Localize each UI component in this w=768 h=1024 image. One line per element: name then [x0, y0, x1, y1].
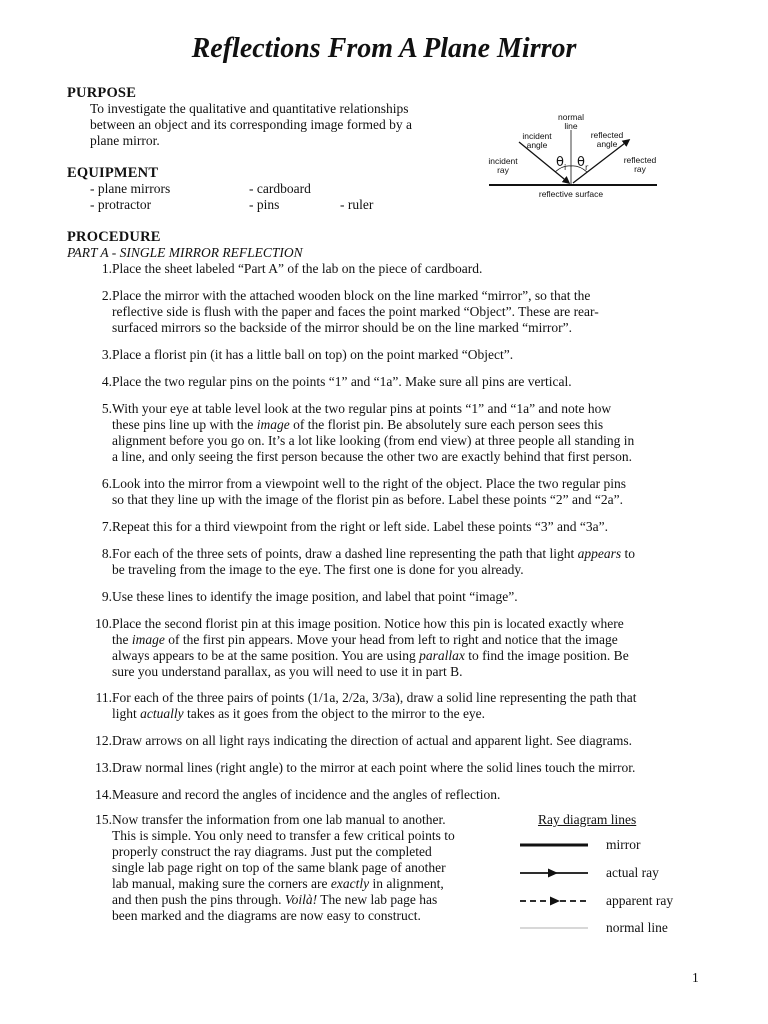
equipment-heading: EQUIPMENT — [67, 165, 159, 181]
step-line: a line, and only seeing the first person because the other two are exactly behind that first person. — [112, 449, 632, 464]
page-number: 1 — [692, 970, 699, 985]
step-line: sure you understand parallax, as you will need to use it in part B. — [112, 664, 463, 679]
step-line: and then push the pins through. Voilà! The new lab page has — [112, 892, 438, 907]
step-line: been marked and the diagrams are now easy to construct. — [112, 908, 421, 923]
ray-diagram-legend-title: Ray diagram lines — [538, 812, 637, 827]
step-number: 3. — [101, 347, 112, 362]
equipment-item: - cardboard — [249, 181, 311, 196]
step-line: Measure and record the angles of incidence and the angles of reflection. — [112, 787, 501, 802]
step-number: 4. — [101, 374, 112, 389]
purpose-line: To investigate the qualitative and quantitative relationships — [90, 101, 409, 116]
purpose-line: plane mirror. — [90, 133, 160, 148]
step-line: Place the mirror with the attached wooden block on the line marked “mirror”, so that the — [112, 288, 591, 303]
theta-i-symbol — [556, 155, 566, 172]
step-number: 13. — [95, 760, 112, 775]
equipment-item: - plane mirrors — [90, 181, 171, 196]
ray-legend-normal — [518, 924, 590, 932]
ray-legend-mirror — [518, 840, 590, 850]
step-line: Place the sheet labeled “Part A” of the lab on the piece of cardboard. — [112, 261, 483, 276]
step-line: Now transfer the information from one lab manual to another. — [112, 812, 446, 827]
step-line: alignment before you go on. It’s a lot like looking (from end view) at three people all standing in — [112, 433, 635, 448]
step-line: surfaced mirrors so the backside of the mirror should be on the line marked “mirror”. — [112, 320, 572, 335]
purpose-heading: PURPOSE — [67, 85, 137, 101]
purpose-line: between an object and its corresponding image formed by a — [90, 117, 413, 132]
procedure-heading: PROCEDURE — [67, 229, 161, 245]
incident-ray-label: ray — [497, 165, 509, 175]
step-line: Draw normal lines (right angle) to the mirror at each point where the solid lines touch the mirror. — [112, 760, 636, 775]
step-line: properly construct the ray diagrams. Just put the completed — [112, 844, 432, 859]
step-line: so that they line up with the image of the florist pin as before. Label these points “2” and “2a”. — [112, 492, 623, 507]
purpose-text — [90, 101, 460, 149]
legend-label: mirror — [606, 837, 641, 852]
step-line: be traveling from the image to the eye. The first one is done for you already. — [112, 562, 524, 577]
part-a-heading: PART A - SINGLE MIRROR REFLECTION — [67, 245, 303, 260]
step-number: 7. — [101, 519, 112, 534]
theta-r-symbol — [577, 155, 589, 172]
theta-i-subscript: i — [563, 163, 567, 172]
legend-label: normal line — [606, 920, 668, 935]
incident-angle-label: angle — [526, 140, 548, 150]
normal-line-label: line — [564, 121, 578, 131]
reflected-ray-label: reflected — [623, 155, 657, 165]
equipment-item: - pins — [249, 197, 280, 212]
legend-label: apparent ray — [606, 893, 674, 908]
step-line: This is simple. You only need to transfer a few critical points to — [112, 828, 455, 843]
step-number: 11. — [95, 690, 112, 705]
step-line: single lab page right on top of the same blank page of another — [112, 860, 446, 875]
reflection-diagram — [483, 110, 663, 202]
step-line: Place the two regular pins on the points “1” and “1a”. Make sure all pins are vertical. — [112, 374, 572, 389]
step-line: For each of the three sets of points, draw a dashed line representing the path that light appears to — [112, 546, 636, 561]
equipment-item: - ruler — [340, 197, 374, 212]
step-number: 1. — [101, 261, 112, 276]
legend-label: actual ray — [606, 865, 659, 880]
step-line: Draw arrows on all light rays indicating the direction of actual and apparent light. See diagrams. — [112, 733, 632, 748]
reflective-surface-label: reflective surface — [538, 189, 604, 199]
step-line: the image of the first pin appears. Move your head from left to right and notice that the image — [112, 632, 618, 647]
incident-ray-label: incident — [488, 156, 518, 166]
step-number: 12. — [95, 733, 112, 748]
step-number: 6. — [101, 476, 112, 491]
step-number: 14. — [95, 787, 112, 802]
step-line: lab manual, making sure the corners are exactly in alignment, — [112, 876, 444, 891]
reflected-ray-label: ray — [634, 164, 646, 174]
step-line: With your eye at table level look at the two regular pins at points “1” and “1a” and note how — [112, 401, 612, 416]
step-line: these pins line up with the image of the florist pin. Be absolutely sure each person sees this — [112, 417, 604, 432]
step-line: Repeat this for a third viewpoint from the right or left side. Label these points “3” and “3a”. — [112, 519, 608, 534]
reflected-angle-label: reflected — [590, 130, 624, 140]
step-line: Place a florist pin (it has a little ball on top) on the point marked “Object”. — [112, 347, 514, 362]
reflected-angle-label: angle — [596, 139, 618, 149]
step-line: always appears to be at the same position. You are using parallax to find the image position. Be — [112, 648, 629, 663]
theta-i: θ — [556, 155, 564, 170]
ray-legend-apparent — [518, 895, 590, 907]
step-line: Place the second florist pin at this image position. Notice how this pin is located exactly where — [112, 616, 624, 631]
theta-r-subscript: r — [584, 163, 589, 172]
normal-line-label: normal — [558, 112, 584, 122]
step-number: 2. — [101, 288, 112, 303]
ray-legend-actual — [518, 867, 590, 879]
step-number: 5. — [101, 401, 112, 416]
step-line: light actually takes as it goes from the object to the mirror to the eye. — [112, 706, 486, 721]
incident-angle-label: incident — [522, 131, 552, 141]
step-number: 9. — [101, 589, 112, 604]
step-line: Use these lines to identify the image position, and label that point “image”. — [112, 589, 518, 604]
step-number: 8. — [101, 546, 112, 561]
theta-r: θ — [577, 155, 585, 170]
step-line: reflective side is flush with the paper and faces the point marked “Object”. These are rear- — [112, 304, 599, 319]
step-line: For each of the three pairs of points (1/1a, 2/2a, 3/3a), draw a solid line representing the path that — [112, 690, 637, 705]
document-title: Reflections From A Plane Mirror — [191, 33, 577, 64]
step-number: 10. — [95, 616, 112, 631]
equipment-item: - protractor — [90, 197, 152, 212]
step-line: Look into the mirror from a viewpoint well to the right of the object. Place the two regular pins — [112, 476, 626, 491]
step-number: 15. — [95, 812, 112, 827]
